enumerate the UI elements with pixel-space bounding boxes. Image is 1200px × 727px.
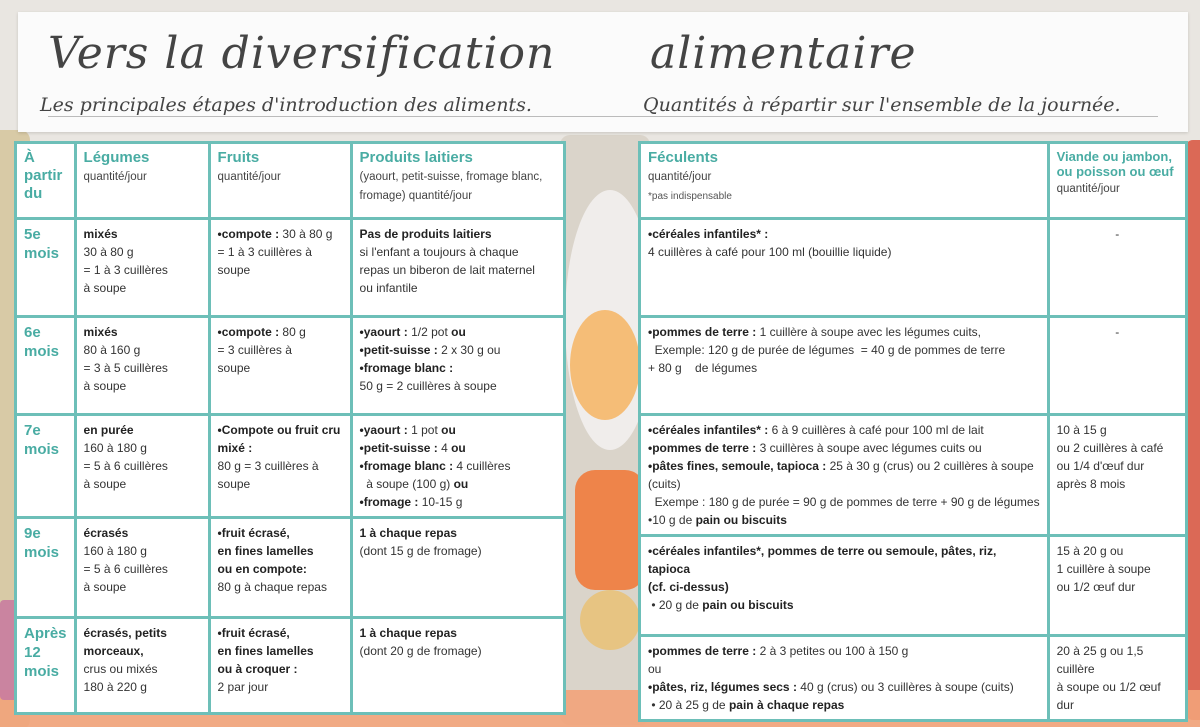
legumes-cell: écrasés, petits morceaux, crus ou mixés 180 à 220 g	[75, 618, 209, 714]
laitiers-cell: 1 à chaque repas (dont 20 g de fromage)	[351, 618, 564, 714]
fruits-cell: •Compote ou fruit cru mixé : 80 g = 3 cuillères à soupe	[209, 415, 351, 518]
table-row	[640, 219, 1187, 317]
legumes-cell: écrasés 160 à 180 g = 5 à 6 cuillères à soupe	[75, 518, 209, 618]
fruits-cell: •fruit écrasé, en fines lamelles ou en compote: 80 g à chaque repas	[209, 518, 351, 618]
legumes-cell: mixés 30 à 80 g = 1 à 3 cuillères à soupe	[75, 219, 209, 317]
viande-cell: -	[1048, 219, 1186, 317]
legumes-cell: mixés 80 à 160 g = 3 à 5 cuillères à soupe	[75, 317, 209, 415]
table-row	[16, 219, 565, 317]
age-cell: 6e mois	[16, 317, 76, 415]
table-header-row	[16, 143, 565, 219]
age-cell: 7e mois	[16, 415, 76, 518]
subtitle-right: Quantités à répartir sur l'ensemble de la journée.	[643, 94, 1121, 116]
table-row	[16, 518, 565, 618]
header-laitiers: Produits laitiers (yaourt, petit-suisse, fromage blanc, fromage) quantité/jour	[351, 143, 564, 219]
age-cell: 5e mois	[16, 219, 76, 317]
table-row	[16, 415, 565, 518]
feculents-cell: •pommes de terre : 1 cuillère à soupe avec les légumes cuits, Exemple: 120 g de purée de légumes = 40 g de pommes de terre + 80 g de légumes	[640, 317, 1049, 415]
header-banner	[18, 12, 1188, 132]
table-row	[16, 618, 565, 714]
title-part-2: alimentaire	[650, 28, 917, 79]
age-cell: Après 12 mois	[16, 618, 76, 714]
laitiers-cell: 1 à chaque repas (dont 15 g de fromage)	[351, 518, 564, 618]
table-row	[640, 636, 1187, 721]
header-feculents: Féculents quantité/jour *pas indispensable	[640, 143, 1049, 219]
header-legumes: Légumes quantité/jour	[75, 143, 209, 219]
title-part-1: Vers la diversification	[48, 28, 556, 79]
table-row	[16, 317, 565, 415]
page-title	[48, 28, 917, 79]
legumes-cell: en purée 160 à 180 g = 5 à 6 cuillères à soupe	[75, 415, 209, 518]
table-row	[640, 536, 1187, 636]
viande-cell: 15 à 20 g ou 1 cuillère à soupe ou 1/2 œuf dur	[1048, 536, 1186, 636]
table-row	[640, 317, 1187, 415]
table-row	[640, 415, 1187, 536]
subtitle-left: Les principales étapes d'introduction des aliments.	[40, 94, 532, 116]
fruits-cell: •compote : 80 g = 3 cuillères à soupe	[209, 317, 351, 415]
laitiers-cell: •yaourt : 1 pot ou •petit-suisse : 4 ou •fromage blanc : 4 cuillères à soupe (100 g) ou •fromage : 10-15 g	[351, 415, 564, 518]
laitiers-cell: •yaourt : 1/2 pot ou •petit-suisse : 2 x 30 g ou •fromage blanc : 50 g = 2 cuillères à soupe	[351, 317, 564, 415]
feculents-cell: •céréales infantiles* : 6 à 9 cuillères à café pour 100 ml de lait •pommes de terre : 3 cuillères à soupe avec légumes cuits ou •pâtes fines, semoule, tapioca : 25 à 30 g (crus) ou 2 cuillères à soupe (cuits) Exempe : 180 g de purée = 90 g de pommes de terre + 90 g de légumes •10 g de pain ou biscuits	[640, 415, 1049, 536]
header-age: À partir du	[16, 143, 76, 219]
fruits-cell: •fruit écrasé, en fines lamelles ou à croquer : 2 par jour	[209, 618, 351, 714]
age-cell: 9e mois	[16, 518, 76, 618]
viande-cell: 20 à 25 g ou 1,5 cuillère à soupe ou 1/2 œuf dur	[1048, 636, 1186, 721]
table-header-row	[640, 143, 1187, 219]
fruits-cell: •compote : 30 à 80 g = 1 à 3 cuillères à soupe	[209, 219, 351, 317]
feculents-cell: •pommes de terre : 2 à 3 petites ou 100 à 150 g ou •pâtes, riz, légumes secs : 40 g (crus) ou 3 cuillères à soupe (cuits) • 20 à 25 g de pain à chaque repas	[640, 636, 1049, 721]
laitiers-cell: Pas de produits laitiers si l'enfant a toujours à chaque repas un biberon de lait maternel ou infantile	[351, 219, 564, 317]
feculents-cell: •céréales infantiles* : 4 cuillères à café pour 100 ml (bouillie liquide)	[640, 219, 1049, 317]
header-viande: Viande ou jambon, ou poisson ou œuf quantité/jour	[1048, 143, 1186, 219]
right-table	[638, 141, 1188, 722]
header-fruits: Fruits quantité/jour	[209, 143, 351, 219]
feculents-cell: •céréales infantiles*, pommes de terre ou semoule, pâtes, riz, tapioca (cf. ci-dessus) • 20 g de pain ou biscuits	[640, 536, 1049, 636]
header-rule	[48, 116, 1158, 117]
left-table	[14, 141, 566, 715]
viande-cell: -	[1048, 317, 1186, 415]
viande-cell: 10 à 15 g ou 2 cuillères à café ou 1/4 d'œuf dur après 8 mois	[1048, 415, 1186, 536]
